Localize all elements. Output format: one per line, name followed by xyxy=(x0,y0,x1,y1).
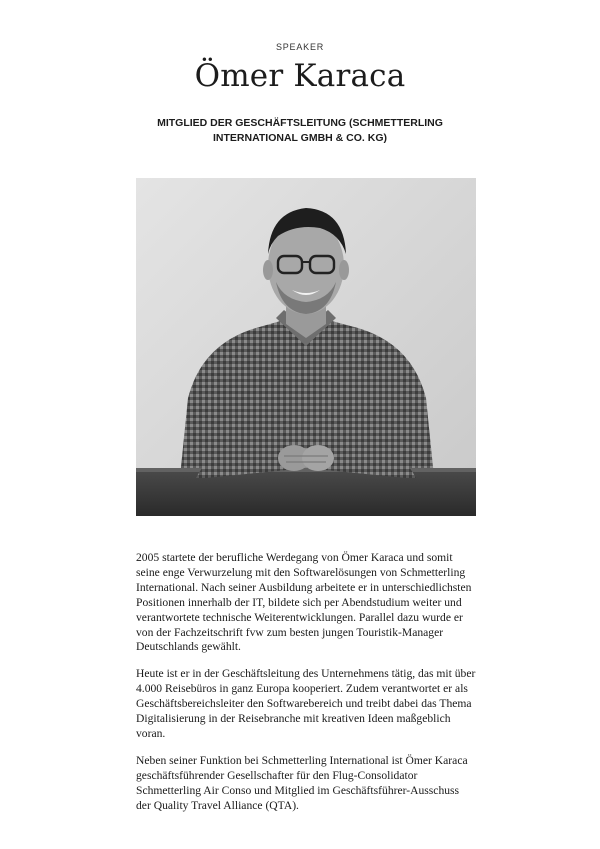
bio-paragraph: Heute ist er in der Geschäftsleitung des Unternehmens tätig, das mit über 4.000 Reisebüros in ganz Europa kooperiert. Zudem verantwortet er als Geschäftsbereichsleiter den Softwarebereich und treibt dabei das Thema Digitalisierung in der Reisebranche mit kreativen Ideen maßgeblich voran. xyxy=(136,667,476,740)
speaker-name: Ömer Karaca xyxy=(194,58,406,94)
bio-paragraph: Neben seiner Funktion bei Schmetterling International ist Ömer Karaca geschäftsführender Gesellschafter für den Flug-Consolidator Schmetterling Air Conso und Mitglied im Geschäftsführer-Ausschuss der Quality Travel Alliance (QTA). xyxy=(136,753,468,812)
section-label: SPEAKER xyxy=(275,42,325,52)
speaker-portrait xyxy=(136,178,476,516)
bio-paragraph: 2005 startete der berufliche Werdegang von Ömer Karaca und somit seine enge Verwurzelung mit den Softwarelösungen von Schmetterling International. Nach seiner Ausbildung arbeitete er in unterschiedlichsten Positionen innerhalb der IT, bildete sich per Abendstudium weiter und verantwortete technische Weiterentwicklungen. Parallel dazu wurde er von der Fachzeitschrift fvw zum besten jungen Touristik-Manager Deutschlands gewählt. xyxy=(136,551,472,654)
speaker-role: MITGLIED DER GESCHÄFTSLEITUNG (SCHMETTERLING INTERNATIONAL GMBH & CO. KG) xyxy=(157,117,443,144)
speaker-bio xyxy=(136,551,476,826)
